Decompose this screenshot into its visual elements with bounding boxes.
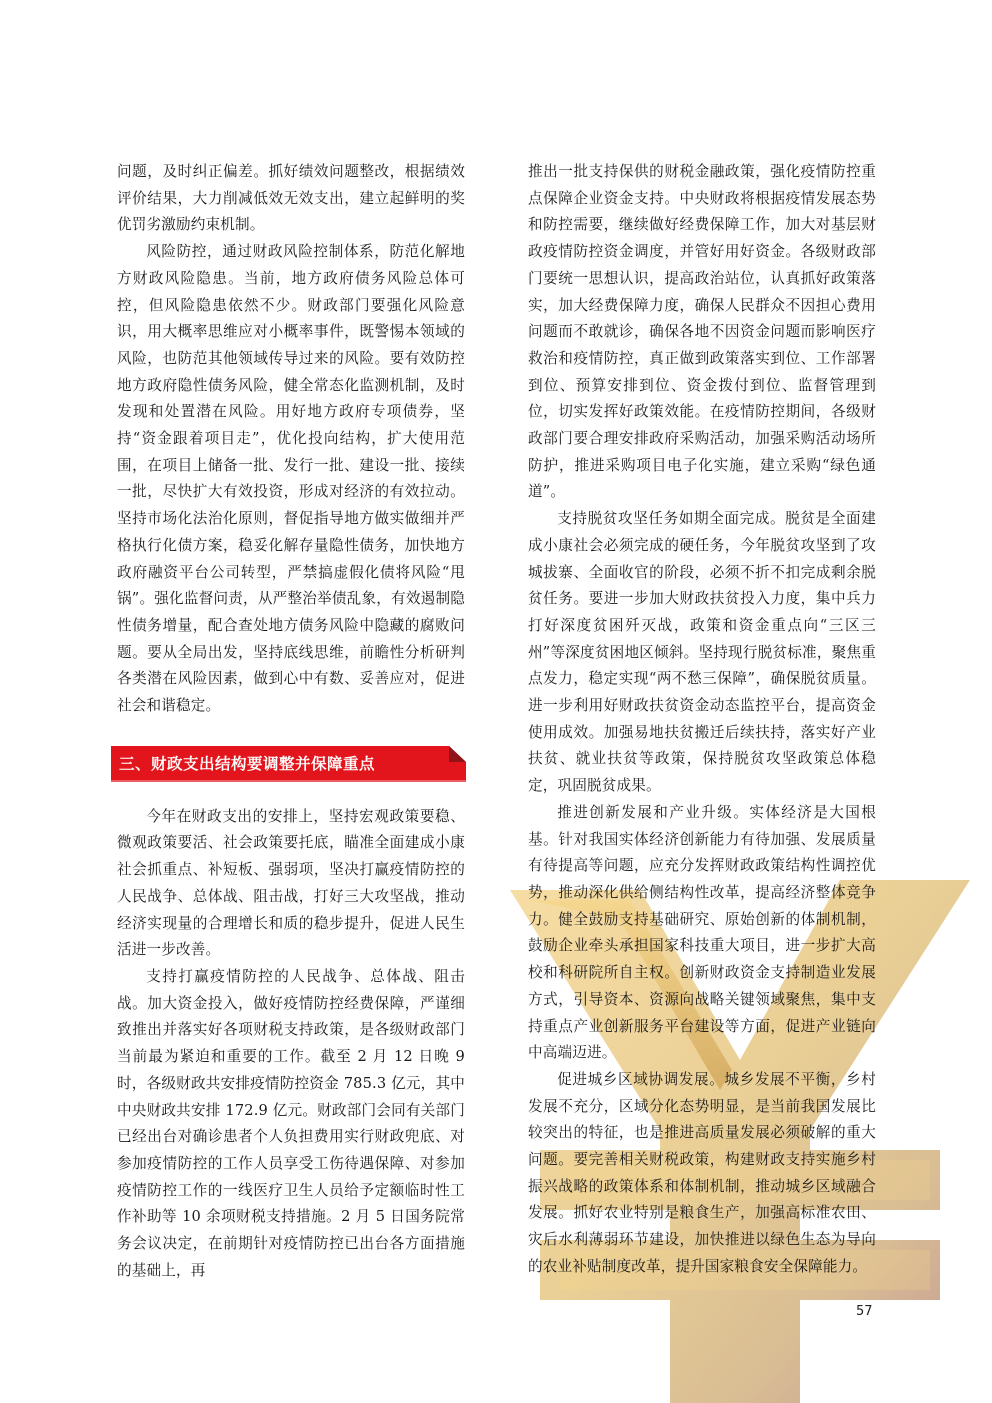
- paragraph: 风险防控，通过财政风险控制体系，防范化解地方财政风险隐患。当前，地方政府债务风险总体可控，但风险隐患依然不少。财政部门要强化风险意识，用大概率思维应对小概率事件，既警惕本领域的风险，也防范其他领域传导过来的风险。要有效防控地方政府隐性债务风险，健全常态化监测机制，及时发现和处置潜在风险。用好地方政府专项债券，坚持“资金跟着项目走”，优化投向结构，扩大使用范围，在项目上储备一批、发行一批、建设一批、接续一批，尽快扩大有效投资，形成对经济的有效拉动。坚持市场化法治化原则，督促指导地方做实做细并严格执行化债方案，稳妥化解存量隐性债务，加快地方政府融资平台公司转型，严禁搞虚假化债将风险“甩锅”。强化监督问责，从严整治举债乱象，有效遏制隐性债务增量，配合查处地方债务风险中隐藏的腐败问题。要从全局出发，坚持底线思维，前瞻性分析研判各类潜在风险因素，做到心中有数、妥善应对，促进社会和谐稳定。: [117, 243, 465, 715]
- left-column: [117, 159, 465, 1284]
- page-number: 57: [856, 1304, 873, 1319]
- paragraph: 支持脱贫攻坚任务如期全面完成。脱贫是全面建成小康社会必须完成的硬任务，今年脱贫攻坚到了攻城拔寨、全面收官的阶段，必须不折不扣完成剩余脱贫任务。要进一步加大财政扶贫投入力度，集中兵力打好深度贫困歼灭战，政策和资金重点向“三区三州”等深度贫困地区倾斜。坚持现行脱贫标准，聚焦重点发力，稳定实现“两不愁三保障”，确保脱贫质量。进一步利用好财政扶贫资金动态监控平台，提高资金使用成效。加强易地扶贫搬迁后续扶持，落实好产业扶贫、就业扶贫等政策，保持脱贫攻坚政策总体稳定，巩固脱贫成果。: [528, 510, 876, 795]
- paragraph: 支持打赢疫情防控的人民战争、总体战、阻击战。加大资金投入，做好疫情防控经费保障，严谨细致推出并落实好各项财税支持政策，是各级财政部门当前最为紧迫和重要的工作。截至 2 月 12 日晚 9 时，各级财政共安排疫情防控资金 785.3 亿元，其中中央财政共安排 172.9 亿元。财政部门会同有关部门已经出台对确诊患者个人负担费用实行财政兜底、对参加疫情防控的工作人员享受工伤待遇保障、对参加疫情防控工作的一线医疗卫生人员给予定额临时性工作补助等 10 余项财税支持措施。2 月 5 日国务院常务会议决定，在前期针对疫情防控已出台各方面措施的基础上，再: [117, 967, 465, 1279]
- section-title: 三、财政支出结构要调整并保障重点: [119, 754, 376, 773]
- paragraph: 促进城乡区域协调发展。城乡发展不平衡，乡村发展不充分，区域分化态势明显，是当前我国发展比较突出的特征，也是推进高质量发展必须破解的重大问题。要完善相关财税政策，构建财政支持实施乡村振兴战略的政策体系和体制机制，推动城乡区域融合发展。抓好农业特别是粮食生产，加强高标准农田、灾后水利薄弱环节建设，加快推进以绿色生态为导向的农业补贴制度改革，提升国家粮食安全保障能力。: [528, 1070, 876, 1275]
- paragraph: 推进创新发展和产业升级。实体经济是大国根基。针对我国实体经济创新能力有待加强、发展质量有待提高等问题，应充分发挥财政政策结构性调控优势，推动深化供给侧结构性改革，提高经济整体竞争力。健全鼓励支持基础研究、原始创新的体制机制，鼓励企业牵头承担国家科技重大项目，进一步扩大高校和科研院所自主权。创新财政资金支持制造业发展方式，引导资本、资源向战略关键领域聚焦，集中支持重点产业创新服务平台建设等方面，促进产业链向中高端迈进。: [528, 803, 876, 1062]
- right-column: [528, 159, 876, 1281]
- paragraph: 推出一批支持保供的财税金融政策，强化疫情防控重点保障企业资金支持。中央财政将根据疫情发展态势和防控需要，继续做好经费保障工作，加大对基层财政疫情防控资金调度，并管好用好资金。各级财政部门要统一思想认识，提高政治站位，认真抓好政策落实，加大经费保障力度，确保人民群众不因担心费用问题而不敢就诊，确保各地不因资金问题而影响医疗救治和疫情防控，真正做到政策落实到位、工作部署到位、预算安排到位、资金拨付到位、监督管理到位，切实发挥好政策效能。在疫情防控期间，各级财政部门要合理安排政府采购活动，加强采购活动场所防护，推进采购项目电子化实施，建立采购“绿色通道”。: [528, 163, 876, 501]
- paragraph: 今年在财政支出的安排上，坚持宏观政策要稳、微观政策要活、社会政策要托底，瞄准全面建成小康社会抓重点、补短板、强弱项，坚决打赢疫情防控的人民战争、总体战、阻击战，打好三大攻坚战，推动经济实现量的合理增长和质的稳步提升，促进人民生活进一步改善。: [117, 807, 465, 959]
- paragraph: 问题，及时纠正偏差。抓好绩效问题整改，根据绩效评价结果，大力削减低效无效支出，建立起鲜明的奖优罚劣激励约束机制。: [117, 163, 465, 234]
- section-heading-banner: [111, 746, 466, 782]
